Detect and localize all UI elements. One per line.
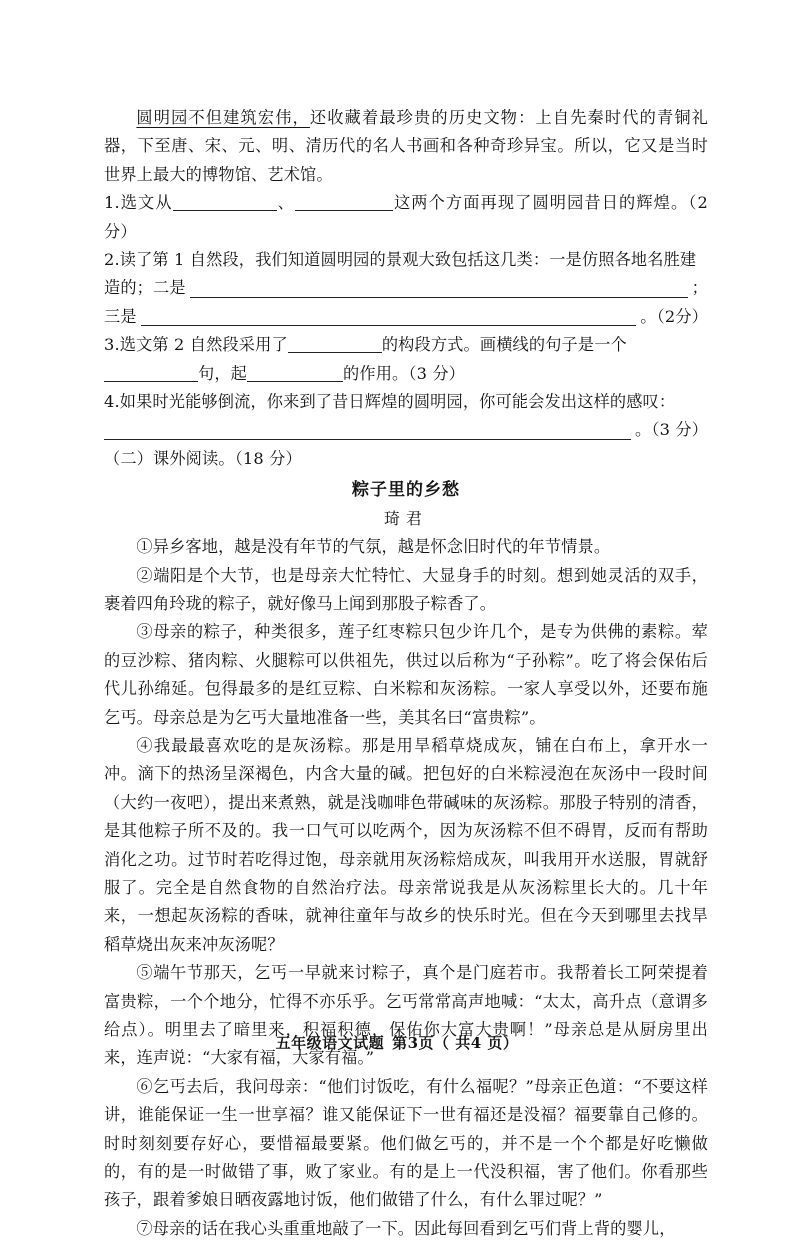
article-paragraph-4: ④我最最喜欢吃的是灰汤粽。那是用旱稻草烧成灰，铺在白布上，拿开水一冲。滴下的热汤呈深褐色，内含大量的碱。把包好的白米粽浸泡在灰汤中一段时间（大约一夜吧），提出来煮熟，就是浅咖啡色带碱味的灰汤粽。那股子特别的清香，是其他粽子所不及的。我一口气可以吃两个，因为灰汤粽不但不碍胃，反而有帮助消化之功。过节时若吃得过饱，母亲就用灰汤粽焙成灰，叫我用开水送服，胃就舒服了。完全是自然食物的自然治疗法。母亲常说我是从灰汤粽里长大的。几十年来，一想起灰汤粽的香味，就神往童年与故乡的快乐时光。但在今天到哪里去找旱稻草烧出灰来冲灰汤呢？ (104, 735, 708, 954)
article-author: 琦君 (383, 508, 428, 528)
article-paragraph-2: ②端阳是个大节，也是母亲大忙特忙、大显身手的时刻。想到她灵活的双手，裹着四角玲珑的粽子，就好像马上闻到那股子粽香了。 (104, 565, 708, 613)
article-paragraph-1: ①异乡客地，越是没有年节的气氛，越是怀念旧时代的年节情景。 (136, 537, 611, 557)
question-4-line-2: 。（3 分） (104, 416, 708, 444)
question-3: 3.选文第 2 自然段采用了 的构段方式。画横线的句子是一个 句，起 的作用。（3 分） (104, 335, 627, 383)
answer-blank-1a[interactable] (173, 194, 277, 211)
answer-blank-2a[interactable] (190, 277, 688, 298)
answer-blank-3c[interactable] (247, 364, 343, 381)
answer-blank-3a[interactable] (288, 336, 382, 353)
question-1: 1.选文从 、 这两个方面再现了圆明园昔日的辉煌。（2分） (104, 193, 708, 241)
underlined-sentence: 圆明园不但建筑宏伟， (136, 108, 310, 127)
answer-blank-3b[interactable] (104, 364, 198, 381)
article-paragraph-7: ⑦母亲的话在我心头重重地敲了一下。因此每回看到乞丐们背上背的婴儿， (136, 1218, 676, 1238)
question-2-line-3: 三是 。（2分） (104, 306, 708, 326)
question-4: 4.如果时光能够倒流，你来到了昔日辉煌的圆明园，你可能会发出这样的感叹： (104, 392, 676, 412)
question-2-line-2: 造的；二是 ； (104, 278, 708, 298)
passage-end-text: 还收藏着最珍贵的历史文物：上自先秦时代的青铜礼器，下至唐、宋、元、明、清历代的名人书画和各种奇珍异宝。所以，它又是当时世界上最大的博物馆、艺术馆。 (104, 108, 709, 184)
section-heading: （二）课外阅读。（18 分） (104, 448, 302, 468)
page-content (104, 104, 708, 1243)
answer-blank-2b[interactable] (141, 305, 637, 326)
page-footer (0, 1032, 794, 1053)
question-2: 2.读了第 1 自然段，我们知道圆明园的景观大致包括这几类：一是仿照各地名胜建 (104, 250, 697, 270)
answer-blank-4[interactable] (104, 419, 631, 440)
article-paragraph-6: ⑥乞丐去后，我问母亲：“他们讨饭吃，有什么福呢？”母亲正色道：“不要这样讲，谁能保证一生一世享福？谁又能保证下一世有福还是没福？福要靠自己修的。时时刻刻要存好心，要惜福最要紧。他们做乞丐的，并不是一个个都是好吃懒做的，有的是一时做错了事，败了家业。有的是上一代没积福，害了他们。你看那些孩子，跟着爹娘日晒夜露地讨饭，他们做错了什么，有什么罪过呢？” (104, 1076, 708, 1210)
article-title: 粽子里的乡愁 (352, 480, 460, 501)
passage-end-paragraph (104, 104, 708, 189)
footer-page-number: 第3页（ 共4 页） (392, 1034, 519, 1052)
article-paragraph-5: ⑤端午节那天，乞丐一早就来讨粽子，真个是门庭若市。我帮着长工阿荣提着富贵粽，一个个地分，忙得不亦乐乎。乞丐常常高声地喊：“太太，高升点（意谓多给点）。明里去了暗里来，积福积德，保佑你大富大贵啊！”母亲总是从厨房里出来，连声说：“大家有福，大家有福。” (104, 963, 708, 1068)
answer-blank-1b[interactable] (295, 194, 393, 211)
footer-subject: 五年级语文试题 (275, 1034, 385, 1052)
article-paragraph-3: ③母亲的粽子，种类很多，莲子红枣粽只包少许几个，是专为供佛的素粽。荤的豆沙粽、猪肉粽、火腿粽可以供祖先，供过以后称为“子孙粽”。吃了将会保佑后代儿孙绵延。包得最多的是红豆粽、白米粽和灰汤粽。一家人享受以外，还要布施乞丐。母亲总是为乞丐大量地准备一些，美其名曰“富贵粽”。 (104, 622, 708, 727)
